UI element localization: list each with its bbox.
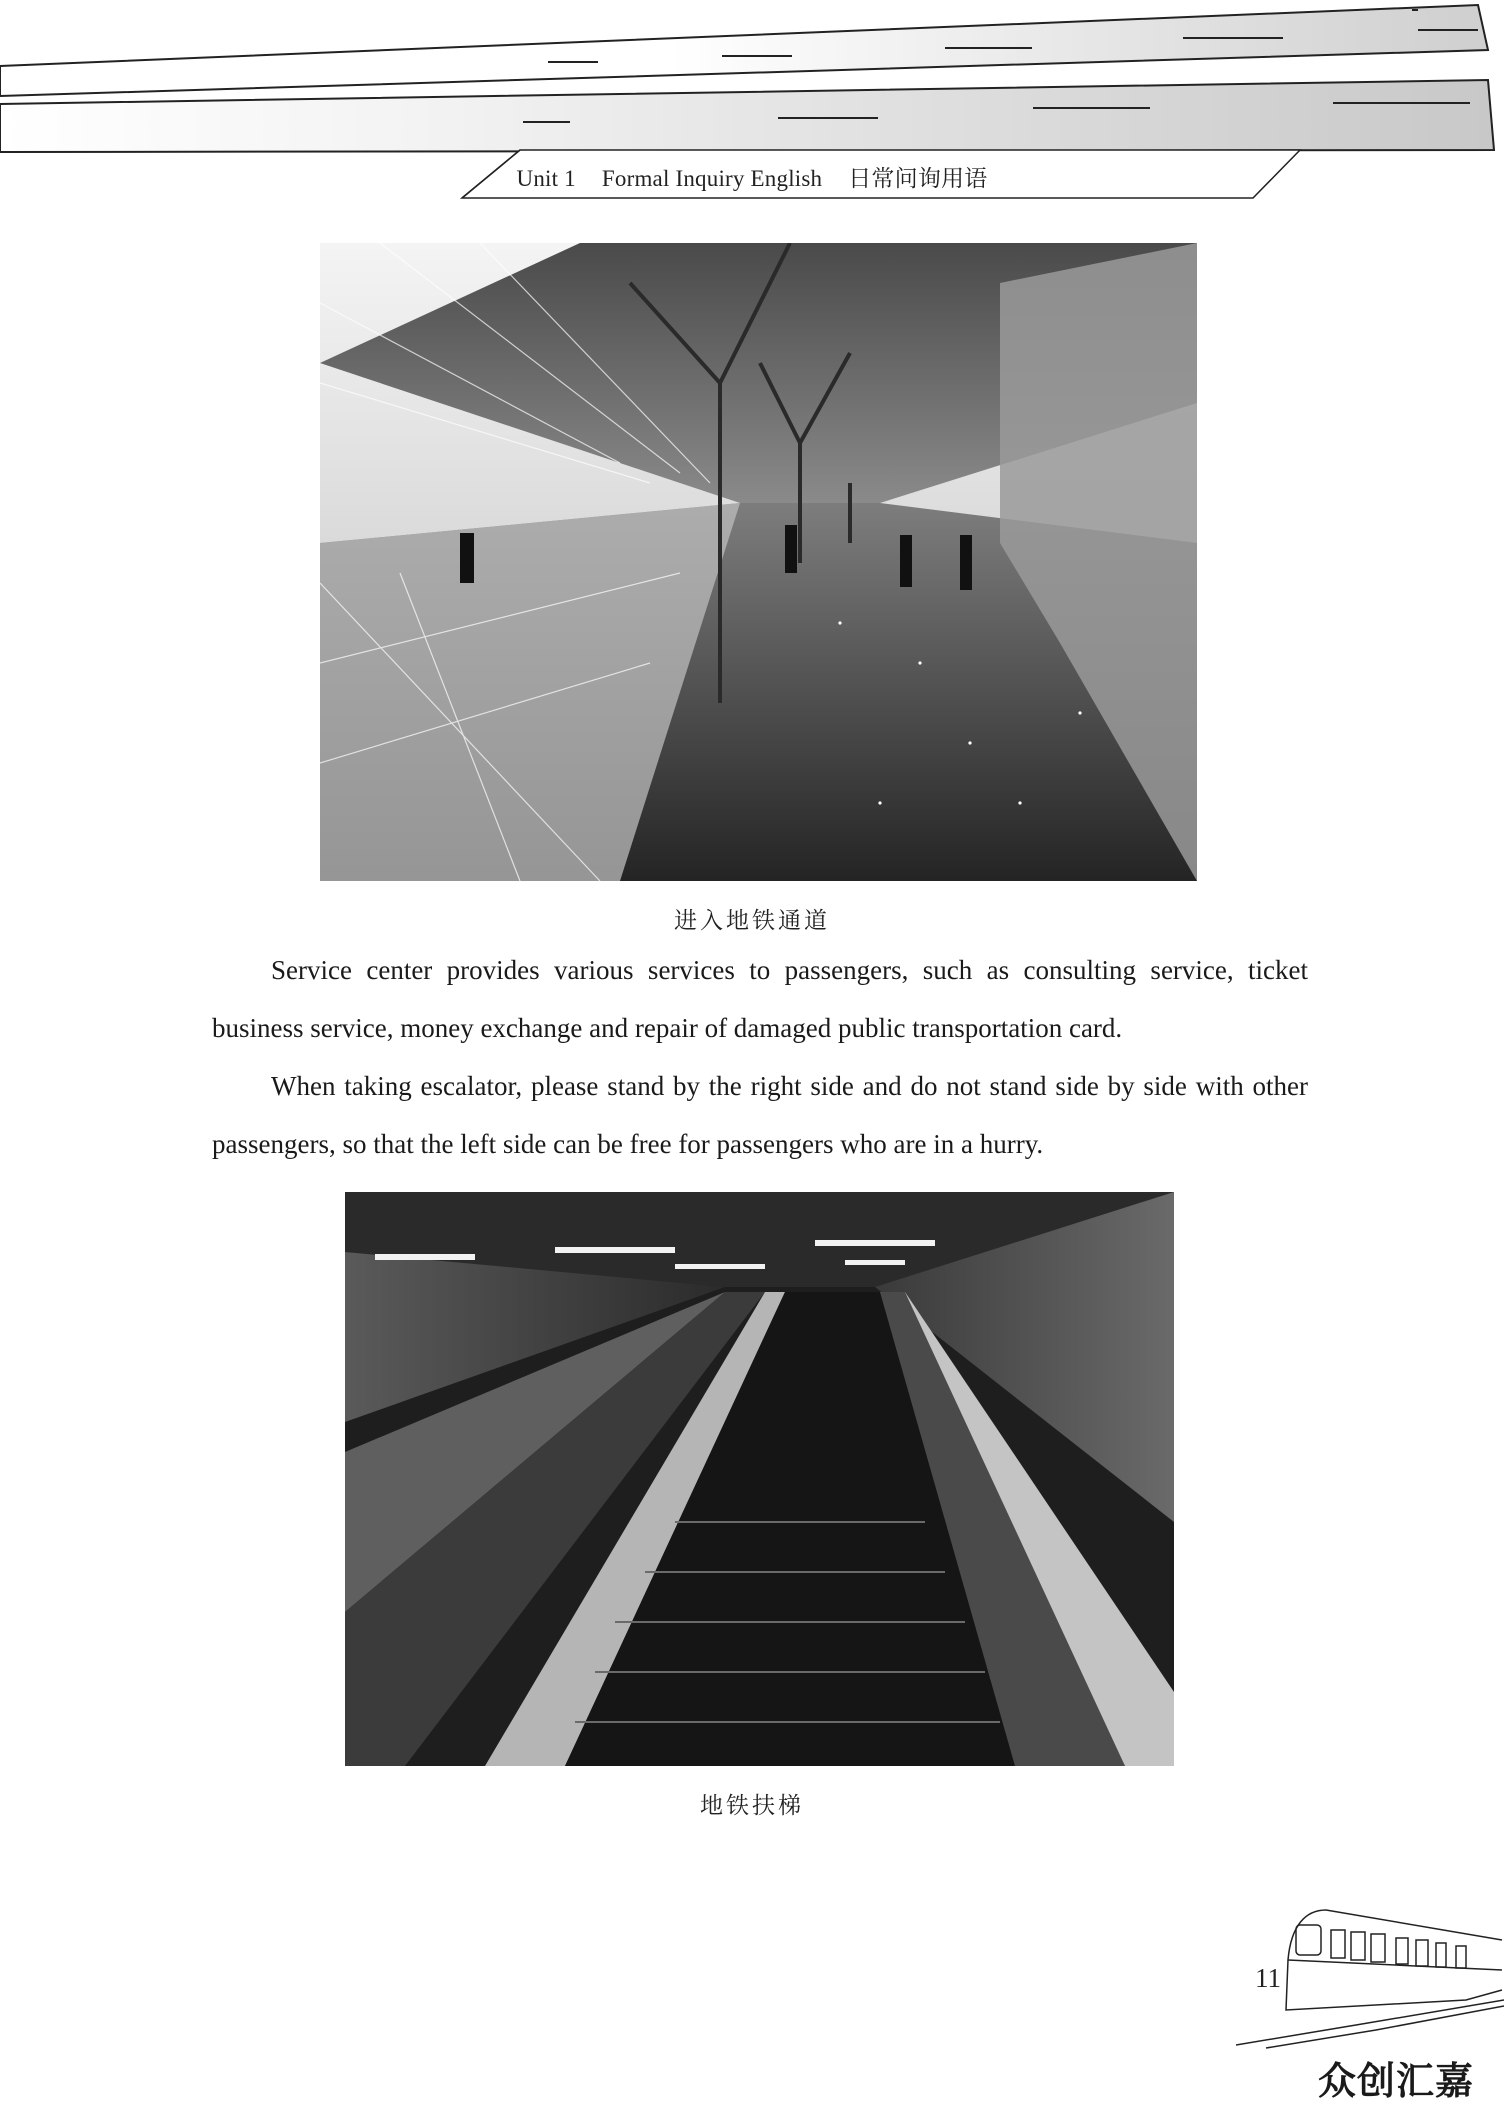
subway-escalator-photo	[345, 1192, 1174, 1766]
paragraph-escalator: When taking escalator, please stand by the right side and do not stand side by side with other passengers, so that the left side can be free for passengers who are in a hurry.	[212, 1071, 1308, 1159]
running-head-title-zh: 日常问询用语	[848, 166, 988, 191]
page-number: 11	[1255, 1963, 1281, 1993]
watermark-logo: 众创汇嘉	[1318, 2059, 1475, 2103]
train-sketch-illustration	[1236, 1900, 1504, 2050]
figure-caption-escalator: 地铁扶梯	[700, 1793, 804, 1819]
running-head-title-en: Formal Inquiry English	[601, 166, 823, 191]
running-head	[0, 160, 1504, 193]
paragraph-service-center: Service center provides various services to passengers, such as consulting service, ticket business service, money exchange and repair of damaged public transportation card.	[212, 955, 1308, 1043]
subway-passage-photo	[320, 243, 1197, 881]
running-head-unit: Unit 1	[516, 166, 576, 191]
figure-caption-passage: 进入地铁通道	[674, 908, 830, 934]
